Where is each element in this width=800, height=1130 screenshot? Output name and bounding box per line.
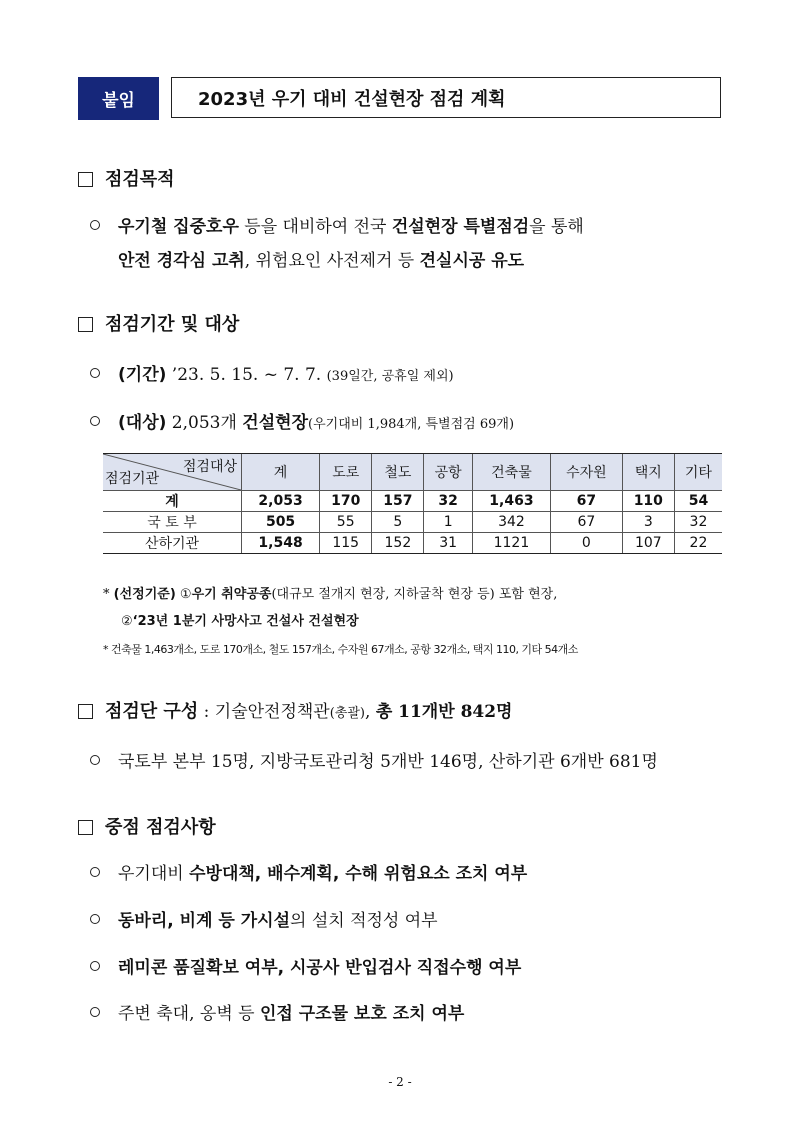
column-header: 계	[242, 454, 320, 491]
column-header: 공항	[424, 454, 472, 491]
column-header: 수자원	[551, 454, 623, 491]
team-detail-line: 국토부 본부 15명, 지방국토관리청 5개반 146명, 산하기관 6개반 681명	[90, 747, 658, 772]
table-cell: 152	[372, 533, 424, 554]
table-cell: 0	[551, 533, 623, 554]
table-header-row	[103, 454, 722, 491]
table-cell: 110	[622, 491, 674, 512]
criteria-note-line-1: * (선정기준) ①우기 취약공종(대규모 절개지 현장, 지하굴착 현장 등) 포함 현장,	[103, 587, 558, 602]
circle-bullet-icon	[90, 368, 100, 378]
inspection-target-table	[103, 453, 722, 554]
square-bullet-icon	[78, 820, 93, 835]
document-title: 2023년 우기 대비 건설현장 점검 계획	[171, 77, 721, 118]
circle-bullet-icon	[90, 755, 100, 765]
criteria-note-line-2: ②‘23년 1분기 사망사고 건설사 건설현장	[121, 614, 359, 629]
page-number: - 2 -	[388, 1075, 412, 1089]
table-cell: 170	[320, 491, 372, 512]
table-cell: 67	[551, 512, 623, 533]
table-cell: 505	[242, 512, 320, 533]
table-cell: 54	[674, 491, 722, 512]
section-heading-team: 점검단 구성 : 기술안전정책관(총괄), 총 11개반 842명	[78, 697, 512, 723]
column-header: 택지	[622, 454, 674, 491]
circle-bullet-icon	[90, 867, 100, 877]
table-cell: 157	[372, 491, 424, 512]
table-cell: 55	[320, 512, 372, 533]
square-bullet-icon	[78, 172, 93, 187]
table-row-molit	[103, 512, 722, 533]
circle-bullet-icon	[90, 914, 100, 924]
table-row-affiliates	[103, 533, 722, 554]
column-header: 도로	[320, 454, 372, 491]
table-cell: 67	[551, 491, 623, 512]
table-cell: 115	[320, 533, 372, 554]
table-cell: 22	[674, 533, 722, 554]
corner-label-agency: 점검기관	[105, 471, 160, 487]
row-label: 계	[103, 491, 242, 512]
target-line: (대상) 2,053개 건설현장(우기대비 1,984개, 특별점검 69개)	[90, 408, 514, 433]
purpose-line-2: 안전 경각심 고취, 위험요인 사전제거 등 견실시공 유도	[118, 251, 525, 271]
table-cell: 31	[424, 533, 472, 554]
purpose-line-1: 우기철 집중호우 등을 대비하여 전국 건설현장 특별점검을 통해	[90, 212, 584, 237]
focus-item-3: 레미콘 품질확보 여부, 시공사 반입검사 직접수행 여부	[90, 953, 521, 978]
period-line: (기간) ’23. 5. 15. ~ 7. 7. (39일간, 공휴일 제외)	[90, 360, 454, 385]
table-row-total	[103, 491, 722, 512]
table-cell: 2,053	[242, 491, 320, 512]
square-bullet-icon	[78, 317, 93, 332]
row-label: 국 토 부	[103, 512, 242, 533]
circle-bullet-icon	[90, 961, 100, 971]
circle-bullet-icon	[90, 220, 100, 230]
table-cell: 1121	[472, 533, 550, 554]
section-heading-period: 점검기간 및 대상	[78, 310, 239, 336]
square-bullet-icon	[78, 704, 93, 719]
table-cell: 107	[622, 533, 674, 554]
column-header: 철도	[372, 454, 424, 491]
column-header: 기타	[674, 454, 722, 491]
table-corner-cell	[103, 454, 242, 491]
column-header: 건축물	[472, 454, 550, 491]
table-cell: 342	[472, 512, 550, 533]
table-cell: 3	[622, 512, 674, 533]
table-cell: 1,463	[472, 491, 550, 512]
table-cell: 1,548	[242, 533, 320, 554]
attachment-tag: 붙임	[78, 77, 159, 120]
circle-bullet-icon	[90, 416, 100, 426]
table-cell: 32	[424, 491, 472, 512]
breakdown-note: * 건축물 1,463개소, 도로 170개소, 철도 157개소, 수자원 67개소, 공항 32개소, 택지 110, 기타 54개소	[103, 643, 578, 656]
circle-bullet-icon	[90, 1007, 100, 1017]
section-heading-purpose: 점검목적	[78, 165, 175, 191]
focus-item-4: 주변 축대, 옹벽 등 인접 구조물 보호 조치 여부	[90, 999, 464, 1024]
corner-label-target: 점검대상	[182, 459, 237, 475]
row-label: 산하기관	[103, 533, 242, 554]
table-cell: 5	[372, 512, 424, 533]
focus-item-2: 동바리, 비계 등 가시설의 설치 적정성 여부	[90, 906, 438, 931]
table-cell: 32	[674, 512, 722, 533]
table-cell: 1	[424, 512, 472, 533]
section-heading-focus: 중점 점검사항	[78, 813, 216, 839]
focus-item-1: 우기대비 수방대책, 배수계획, 수해 위험요소 조치 여부	[90, 859, 527, 884]
